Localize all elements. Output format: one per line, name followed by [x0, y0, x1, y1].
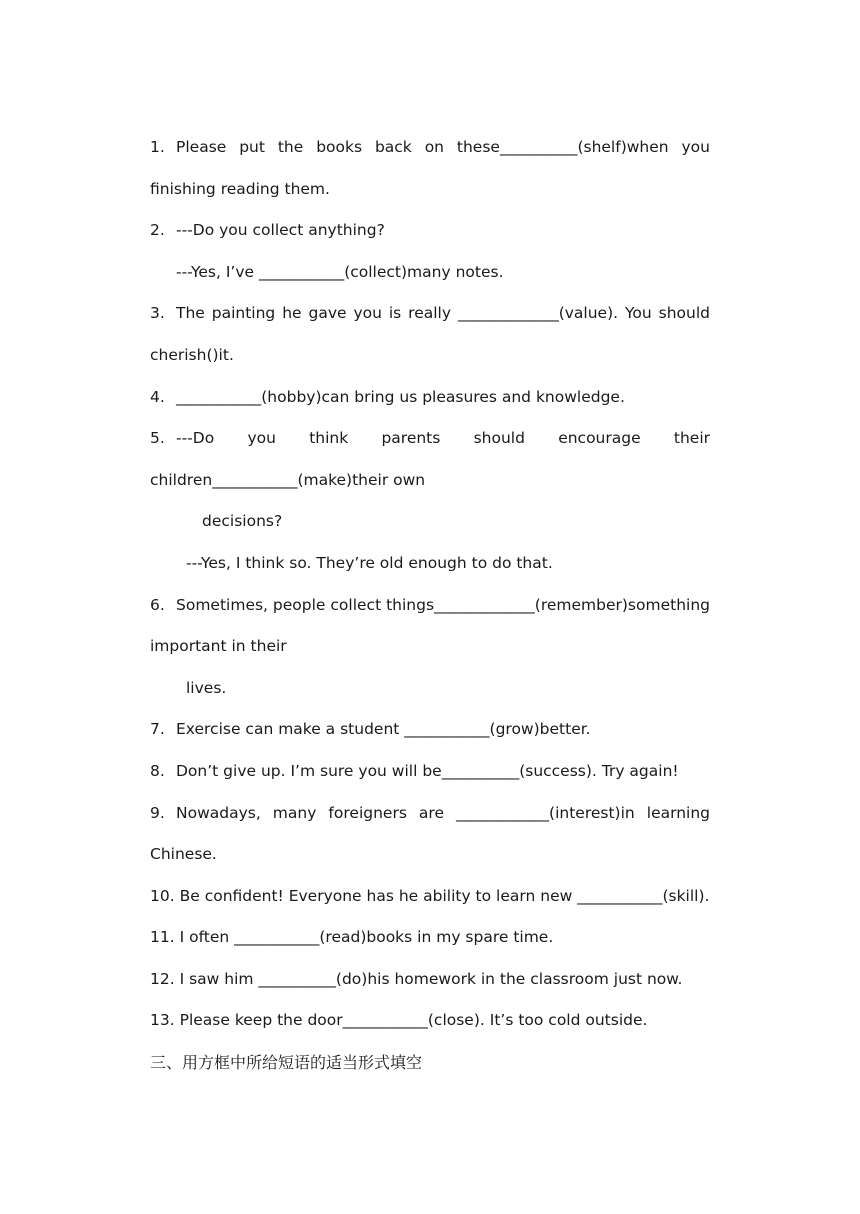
question-6-line-1: [150, 585, 710, 627]
question-text: Nowadays, many foreigners are ____________(interest)in learning: [176, 803, 710, 822]
question-3-line-1: [150, 293, 710, 335]
question-number: 12.: [150, 969, 175, 988]
question-number: 6.: [150, 595, 165, 614]
question-1-line-1: [150, 127, 710, 169]
question-text: Be confident! Everyone has he ability to learn new ___________(skill).: [179, 886, 710, 905]
question-text: Don’t give up. I’m sure you will be__________(success). Try again!: [176, 761, 679, 780]
question-5-line-4: ---Yes, I think so. They’re old enough to do that.: [186, 553, 553, 572]
question-7-line-1: [150, 709, 710, 751]
question-5-line-3: decisions?: [202, 512, 283, 531]
question-number: 4.: [150, 387, 165, 406]
question-6-line-2: important in their: [150, 637, 287, 656]
question-number: 3.: [150, 304, 165, 323]
exercise-page: [150, 127, 710, 1084]
question-4-line-1: [150, 377, 710, 419]
question-number: 1.: [150, 138, 165, 156]
question-2-line-2: ---Yes, I’ve ___________(collect)many notes.: [176, 262, 504, 281]
question-9-line-2: Chinese.: [150, 845, 217, 864]
question-10-line-1: [150, 876, 710, 918]
question-text: ---Do you think parents should encourage their: [176, 429, 710, 448]
question-number: 13.: [150, 1011, 175, 1030]
question-text: Exercise can make a student ___________(grow)better.: [176, 720, 591, 739]
question-text: Please keep the door___________(close). It’s too cold outside.: [179, 1011, 648, 1030]
question-13-line-1: [150, 1000, 710, 1042]
question-text: ___________(hobby)can bring us pleasures and knowledge.: [176, 387, 625, 406]
question-number: 5.: [150, 429, 165, 448]
question-number: 8.: [150, 761, 165, 780]
question-11-line-1: [150, 917, 710, 959]
question-6-line-3: lives.: [186, 678, 227, 697]
question-5-line-2: children___________(make)their own: [150, 470, 426, 489]
question-8-line-1: [150, 751, 710, 793]
question-number: 2.: [150, 221, 165, 240]
question-5-line-1: [150, 418, 710, 460]
question-1-line-2: finishing reading them.: [150, 179, 330, 198]
question-text: The painting he gave you is really _____________(value). You should: [176, 304, 710, 323]
question-number: 10.: [150, 886, 175, 905]
question-number: 9.: [150, 803, 165, 822]
question-text: I often ___________(read)books in my spare time.: [179, 928, 554, 947]
question-number: 7.: [150, 720, 165, 739]
question-number: 11.: [150, 928, 175, 947]
question-text: Sometimes, people collect things_____________(remember)something: [176, 595, 710, 614]
question-text: I saw him __________(do)his homework in the classroom just now.: [179, 969, 683, 988]
question-12-line-1: [150, 959, 710, 1001]
question-text: Please put the books back on these__________(shelf)when you: [176, 138, 710, 156]
question-3-line-2: cherish()it.: [150, 345, 234, 364]
question-text: ---Do you collect anything?: [176, 221, 385, 240]
section-heading: 三、用方框中所给短语的适当形式填空: [150, 1053, 423, 1073]
question-9-line-1: [150, 793, 710, 835]
question-2-line-1: [150, 210, 710, 252]
